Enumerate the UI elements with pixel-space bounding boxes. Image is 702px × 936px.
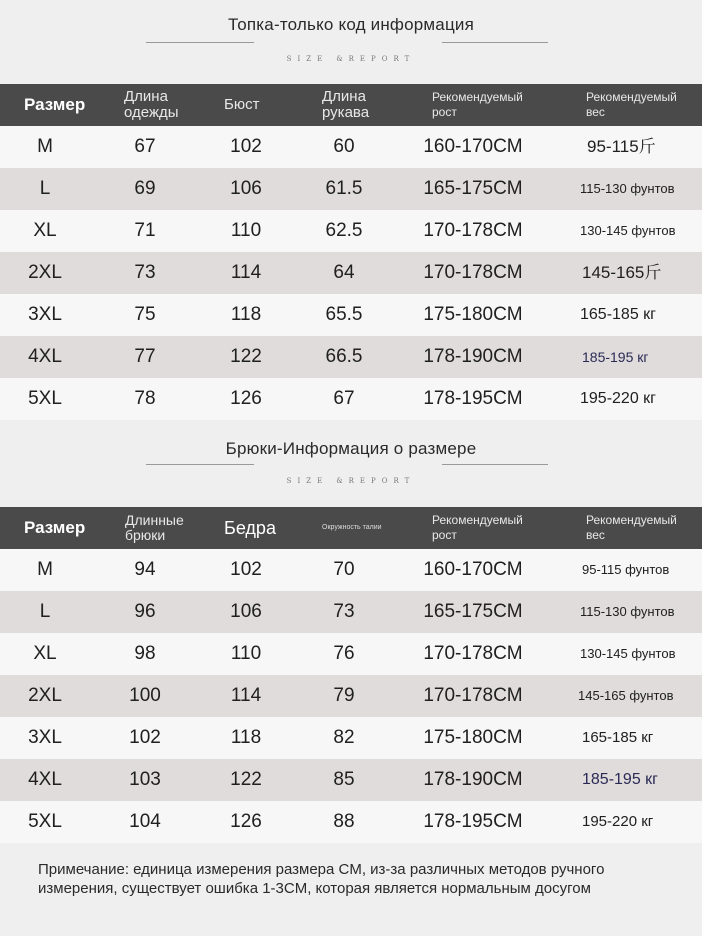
cell-size: L [39,601,51,622]
cell-weight: 145-165斤 [582,263,662,282]
cell-hips: 106 [230,601,262,622]
cell-weight: 165-185 кг [582,729,654,746]
cell-bust: 122 [230,346,262,367]
cell-length: 77 [134,346,156,367]
header-recommended-weight: Рекомендуемый вес [586,90,677,119]
cell-bust: 126 [230,388,262,409]
cell-weight: 185-195 кг [582,771,658,788]
bottom-table-title: Брюки-Информация о размере [225,439,477,458]
top-table-subtitle: SIZE &REPORT [286,55,416,63]
cell-weight: 130-145 фунтов [580,223,676,238]
cell-height: 170-178CM [423,685,523,706]
cell-sleeve: 60 [333,136,355,157]
cell-length: 102 [129,727,161,748]
header-pants-length: Длинные брюки [125,512,184,543]
cell-sleeve: 61.5 [325,178,363,199]
cell-size: 2XL [28,685,62,706]
top-table-title: Топка-только код информация [227,15,474,34]
header-recommended-height: Рекомендуемый рост [432,513,523,542]
cell-length: 69 [134,178,156,199]
cell-bust: 102 [230,136,262,157]
header-recommended-weight: Рекомендуемый вес [586,513,677,542]
cell-height: 165-175CM [423,601,523,622]
header-size: Размер [24,95,86,114]
table-row [0,801,702,843]
table-row [0,759,702,801]
measurement-note: Примечание: единица измерения размера CM, из-за различных методов ручного измерения, существует ошибка 1-3CM, которая является нормальным досугом [38,861,605,897]
cell-height: 178-195CM [423,388,523,409]
cell-height: 175-180CM [423,304,523,325]
cell-length: 73 [134,262,156,283]
cell-weight: 165-185 кг [580,306,656,323]
cell-hips: 122 [230,769,262,790]
table-row [0,717,702,759]
cell-height: 170-178CM [423,220,523,241]
cell-weight: 195-220 кг [582,813,654,830]
header-size: Размер [24,518,86,537]
cell-sleeve: 62.5 [325,220,363,241]
cell-waist: 85 [333,769,355,790]
cell-height: 160-170CM [423,136,523,157]
cell-bust: 110 [230,220,262,241]
table-row [0,378,702,420]
cell-size: L [39,178,51,199]
cell-sleeve: 65.5 [325,304,363,325]
cell-length: 96 [134,601,156,622]
table-row [0,675,702,717]
table-row [0,336,702,378]
cell-length: 67 [134,136,156,157]
cell-weight: 115-130 фунтов [580,604,675,619]
table-row [0,549,702,591]
cell-length: 98 [134,643,156,664]
header-recommended-height: Рекомендуемый рост [432,90,523,119]
cell-size: M [37,559,53,580]
cell-height: 170-178CM [423,643,523,664]
cell-height: 170-178CM [423,262,523,283]
cell-waist: 82 [333,727,355,748]
cell-length: 100 [129,685,161,706]
title-rule-right [442,464,548,465]
cell-length: 71 [134,220,156,241]
top-table-header [0,84,702,126]
cell-height: 160-170CM [423,559,523,580]
cell-size: 3XL [28,727,62,748]
cell-sleeve: 66.5 [325,346,363,367]
cell-sleeve: 64 [333,262,355,283]
header-garment-length: Длина одежды [124,88,179,121]
cell-size: 2XL [28,262,62,283]
cell-weight: 130-145 фунтов [580,646,676,661]
cell-weight: 95-115斤 [587,137,656,156]
cell-size: M [37,136,53,157]
title-rule-left [146,464,254,465]
cell-height: 178-195CM [423,811,523,832]
table-row [0,126,702,168]
table-row [0,168,702,210]
table-row [0,591,702,633]
bottom-table-header [0,507,702,549]
header-sleeve-length: Длина рукава [322,88,370,121]
cell-bust: 114 [230,262,262,283]
cell-waist: 73 [333,601,355,622]
cell-hips: 110 [230,643,262,664]
cell-weight: 195-220 кг [580,390,656,407]
cell-size: 3XL [28,304,62,325]
header-bust: Бюст [224,96,260,113]
cell-bust: 118 [230,304,262,325]
table-row [0,210,702,252]
cell-length: 94 [134,559,156,580]
cell-length: 75 [134,304,156,325]
cell-height: 178-190CM [423,769,523,790]
table-row [0,294,702,336]
title-rule-right [442,42,548,43]
bottom-table-subtitle: SIZE &REPORT [286,477,416,485]
title-rule-left [146,42,254,43]
cell-hips: 114 [230,685,262,706]
cell-weight: 115-130 фунтов [580,181,675,196]
cell-size: 5XL [28,388,62,409]
cell-size: XL [33,643,57,664]
cell-bust: 106 [230,178,262,199]
header-hips: Бедра [224,518,276,538]
cell-hips: 102 [230,559,262,580]
cell-waist: 70 [333,559,355,580]
cell-height: 178-190CM [423,346,523,367]
cell-hips: 126 [230,811,262,832]
cell-size: XL [33,220,57,241]
cell-height: 175-180CM [423,727,523,748]
cell-size: 5XL [28,811,62,832]
cell-waist: 88 [333,811,355,832]
cell-size: 4XL [28,769,62,790]
cell-height: 165-175CM [423,178,523,199]
cell-waist: 79 [333,685,355,706]
table-row [0,633,702,675]
cell-waist: 76 [333,643,355,664]
cell-length: 104 [129,811,161,832]
cell-length: 78 [134,388,156,409]
cell-weight: 145-165 фунтов [578,688,674,703]
table-row [0,252,702,294]
cell-size: 4XL [28,346,62,367]
cell-weight: 95-115 фунтов [582,562,670,577]
cell-sleeve: 67 [333,388,355,409]
cell-weight: 185-195 кг [582,349,649,365]
header-waist: Окружность талии [322,524,382,531]
cell-length: 103 [129,769,161,790]
cell-hips: 118 [230,727,262,748]
